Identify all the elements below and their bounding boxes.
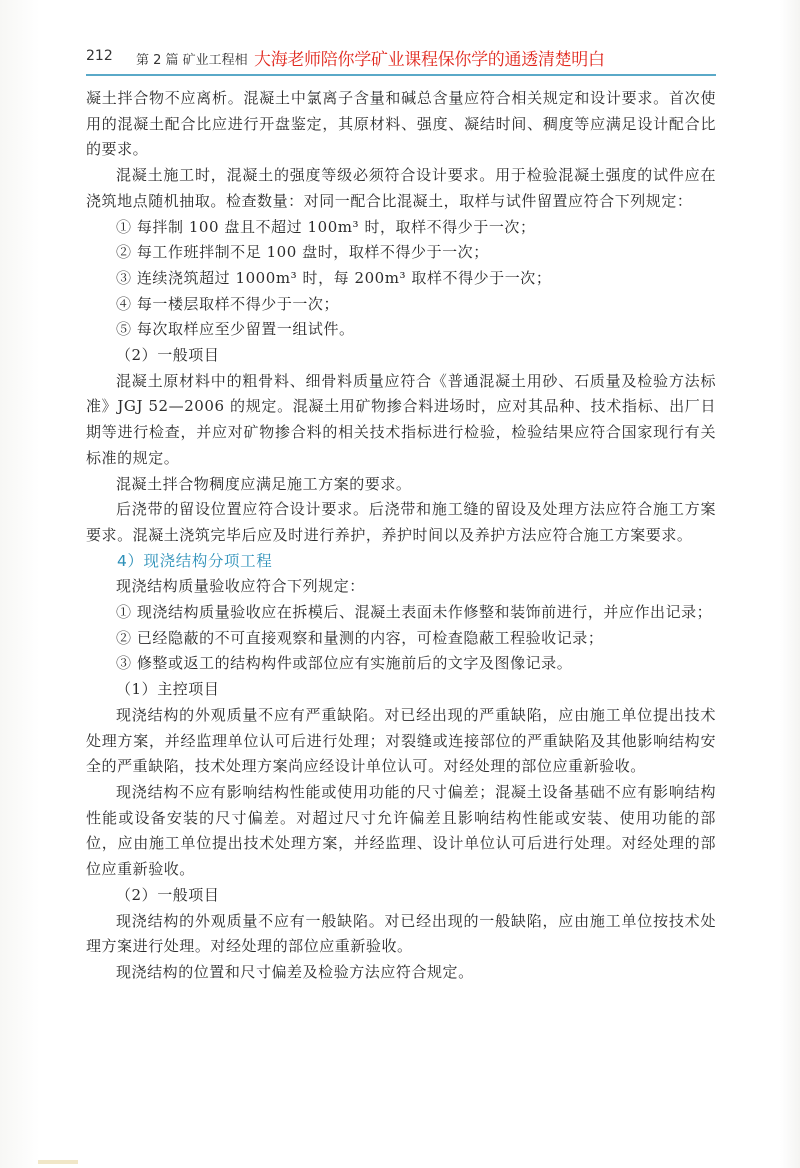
list-item: ③ 修整或返工的结构构件或部位应有实施前后的文字及图像记录。 (116, 654, 573, 673)
paragraph: 混凝土施工时，混凝土的强度等级必须符合设计要求。用于检验混凝土强度的试件应在浇筑地点随机抽取。检查数量：对同一配合比混凝土，取样与试件留置应符合下列规定： (86, 166, 716, 210)
section-heading: 4）现浇结构分项工程 (117, 551, 273, 570)
running-header (86, 44, 716, 70)
paragraph: 现浇结构不应有影响结构性能或使用功能的尺寸偏差；混凝土设备基础不应有影响结构性能或设备安装的尺寸偏差。对超过尺寸允许偏差且影响结构性能或安装、使用功能的部位，应由施工单位提出技术处理方案，并经监理、设计单位认可后进行处理。对经处理的部位应重新验收。 (86, 782, 716, 879)
paragraph: 混凝土原材料中的粗骨料、细骨料质量应符合《普通混凝土用砂、石质量及检验方法标准》JGJ 52—2006 的规定。混凝土用矿物掺合料进场时，应对其品种、技术指标、出厂日期等进行检查，并应对矿物掺合料的相关技术指标进行检验，检验结果应符合国家现行有关标准的规定。 (86, 371, 716, 467)
body-text (86, 86, 716, 986)
header-divider (86, 74, 716, 76)
list-item: ④ 每一楼层取样不得少于一次； (116, 294, 340, 313)
subsection-heading: （2）一般项目 (116, 885, 220, 904)
watermark-banner: 大海老师陪你学矿业课程保你学的通透清楚明白 (254, 50, 605, 70)
list-item: ⑤ 每次取样应至少留置一组试件。 (116, 320, 355, 339)
paragraph: 现浇结构的外观质量不应有严重缺陷。对已经出现的严重缺陷，应由施工单位提出技术处理方案，并经监理单位认可后进行处理；对裂缝或连接部位的严重缺陷及其他影响结构安全的严重缺陷，技术处理方案尚应经设计单位认可。对经处理的部位应重新验收。 (86, 705, 716, 776)
page-number: 212 (86, 48, 113, 64)
list-item: ② 每工作班拌制不足 100 盘时，取样不得少于一次； (116, 243, 489, 262)
part-label: 第 2 篇 矿业工程相 (136, 53, 248, 68)
list-item: ③ 连续浇筑超过 1000m³ 时，每 200m³ 取样不得少于一次； (116, 268, 552, 287)
subsection-heading: （1）主控项目 (116, 680, 220, 699)
list-item: ① 每拌制 100 盘且不超过 100m³ 时，取样不得少于一次； (116, 217, 536, 236)
paragraph: 现浇结构质量验收应符合下列规定： (116, 577, 365, 596)
paragraph: 后浇带的留设位置应符合设计要求。后浇带和施工缝的留设及处理方法应符合施工方案要求。混凝土浇筑完毕后应及时进行养护，养护时间以及养护方法应符合施工方案要求。 (86, 500, 716, 544)
page-corner-mark (38, 1160, 78, 1164)
list-item: ① 现浇结构质量验收应在拆模后、混凝土表面未作修整和装饰前进行，并应作出记录； (116, 603, 713, 622)
subsection-heading: （2）一般项目 (116, 346, 220, 365)
paragraph: 凝土拌合物不应离析。混凝土中氯离子含量和碱总含量应符合相关规定和设计要求。首次使用的混凝土配合比应进行开盘鉴定，其原材料、强度、凝结时间、稠度等应满足设计配合比的要求。 (86, 89, 716, 159)
paragraph: 现浇结构的位置和尺寸偏差及检验方法应符合规定。 (116, 962, 474, 981)
paragraph: 混凝土拌合物稠度应满足施工方案的要求。 (116, 474, 412, 493)
paragraph: 现浇结构的外观质量不应有一般缺陷。对已经出现的一般缺陷，应由施工单位按技术处理方案进行处理。对经处理的部位应重新验收。 (86, 911, 716, 956)
list-item: ② 已经隐蔽的不可直接观察和量测的内容，可检查隐蔽工程验收记录； (116, 628, 604, 647)
